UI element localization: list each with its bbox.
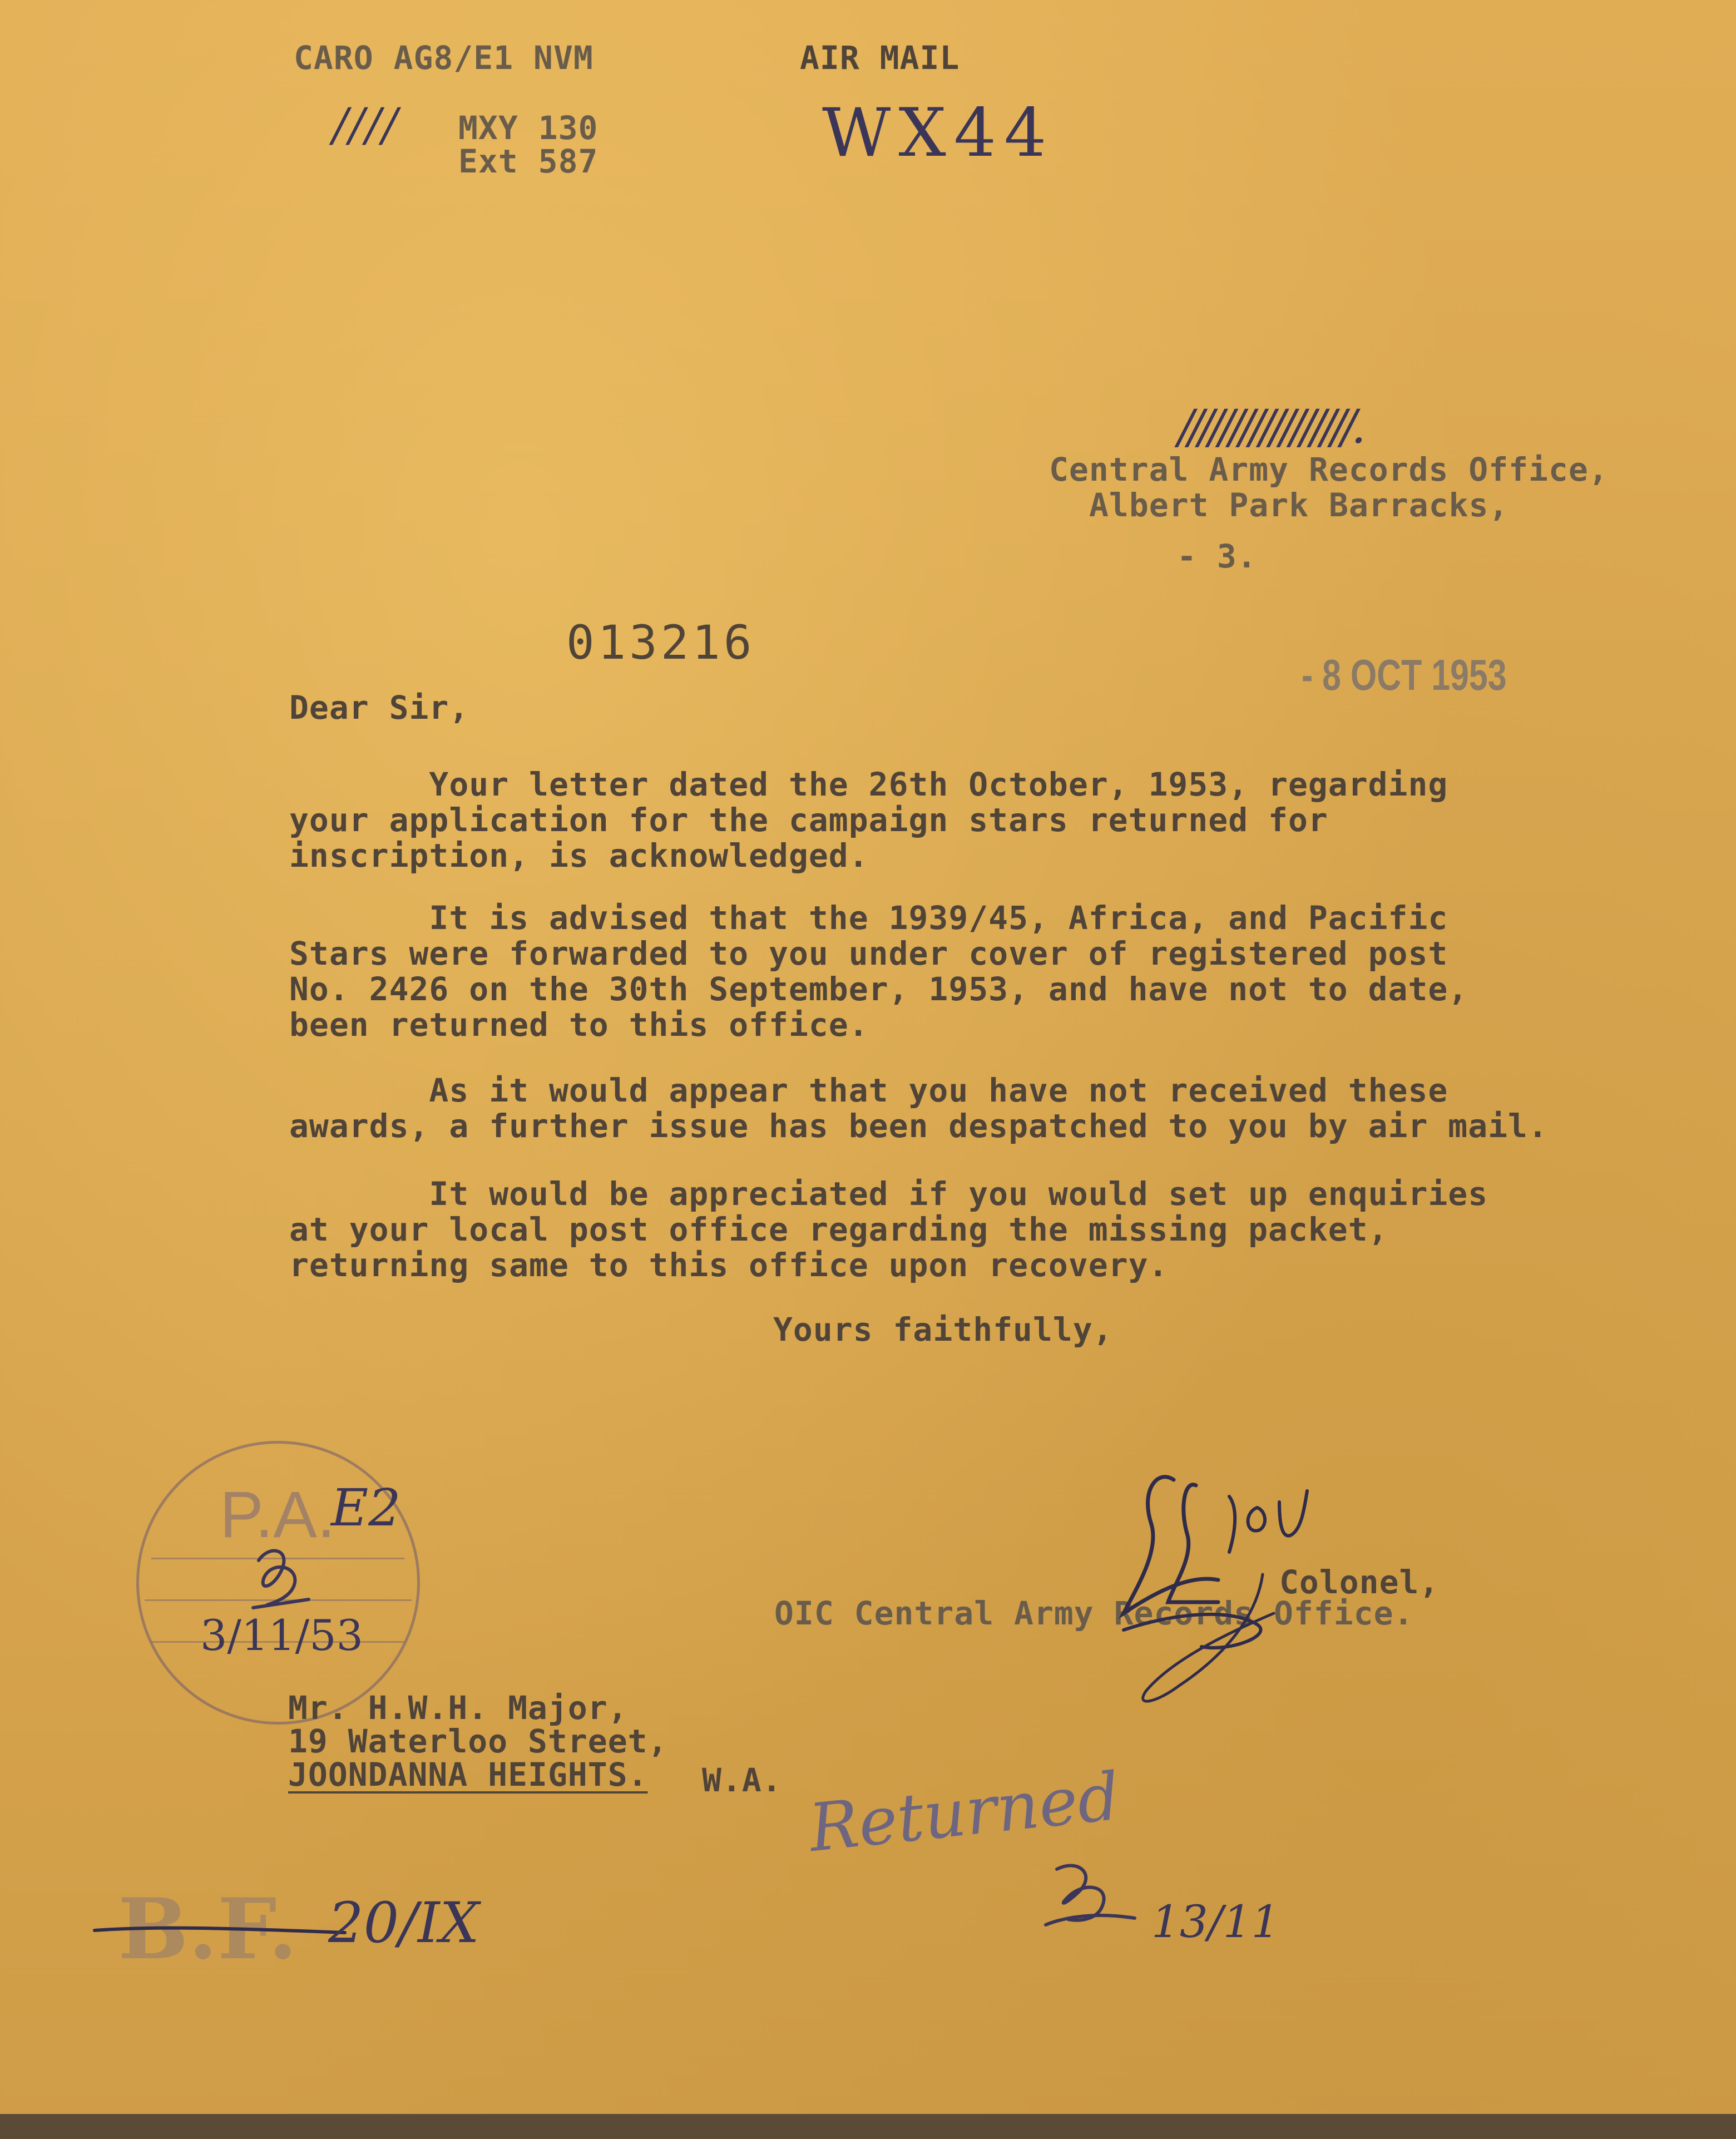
- handwritten-ticks: ////: [333, 99, 399, 152]
- pa-stamp-label: P.A.: [220, 1478, 335, 1552]
- returned-note: Returned: [805, 1757, 1124, 1867]
- pa-stamp-date: 3/11/53: [200, 1611, 363, 1660]
- sender-address-line-2: Albert Park Barracks,: [1089, 486, 1509, 524]
- body-paragraph-4: [289, 1176, 1652, 1283]
- body-line: It would be appreciated if you would set up enquiries: [289, 1175, 1488, 1213]
- bf-strike-line: [89, 1914, 350, 1947]
- body-line: No. 2426 on the 30th September, 1953, and have not to date,: [289, 970, 1468, 1008]
- returned-date: 13/11: [1151, 1896, 1280, 1948]
- salutation: Dear Sir,: [289, 689, 469, 727]
- signature: [1090, 1446, 1379, 1725]
- sender-address-line-1: Central Army Records Office,: [1049, 451, 1609, 488]
- body-line: awards, a further issue has been despatched to you by air mail.: [289, 1107, 1548, 1145]
- body-line: Your letter dated the 26th October, 1953, regarding: [289, 765, 1448, 803]
- bf-date: 20/IX: [328, 1890, 479, 1955]
- body-line: at your local post office regarding the missing packet,: [289, 1211, 1388, 1248]
- recipient-name: Mr. H.W.H. Major,: [288, 1689, 628, 1727]
- signatory-title: OIC Central Army Records Office.: [774, 1594, 1414, 1632]
- recipient-street: 19 Waterloo Street,: [288, 1722, 668, 1760]
- pa-stamp-annotation: E2: [331, 1478, 401, 1538]
- scan-edge: [0, 2114, 1736, 2139]
- body-line: been returned to this office.: [289, 1006, 869, 1044]
- body-line: your application for the campaign stars returned for: [289, 801, 1328, 839]
- phone-extension: Ext 587: [458, 142, 599, 180]
- closing: Yours faithfully,: [773, 1311, 1113, 1348]
- returned-initials: [1035, 1858, 1146, 1936]
- body-line: As it would appear that you have not received these: [289, 1071, 1448, 1109]
- air-mail-label: AIR MAIL: [800, 39, 960, 77]
- date-stamp: - 8 OCT 1953: [1302, 650, 1507, 699]
- body-line: It is advised that the 1939/45, Africa, and Pacific: [289, 899, 1448, 937]
- body-paragraph-3: [289, 1073, 1652, 1144]
- pa-stamp: [136, 1441, 420, 1725]
- reference-code: CARO AG8/E1 NVM: [294, 39, 593, 77]
- body-paragraph-2: [289, 900, 1652, 1043]
- recipient-state: W.A.: [702, 1761, 782, 1799]
- phone-number: MXY 130: [458, 109, 599, 147]
- body-line: Stars were forwarded to you under cover of registered post: [289, 935, 1448, 972]
- sender-address-line-3: - 3.: [1177, 537, 1257, 575]
- serial-number: 013216: [566, 615, 755, 670]
- stamp-initials: [242, 1538, 320, 1616]
- handwritten-file-ref: WX44: [822, 95, 1055, 172]
- body-paragraph-1: [289, 767, 1652, 873]
- body-line: inscription, is acknowledged.: [289, 837, 869, 875]
- recipient-suburb: JOONDANNA HEIGHTS.: [288, 1756, 648, 1794]
- bf-stamp: B.F.: [118, 1880, 298, 1978]
- signatory-rank: Colonel,: [1279, 1563, 1440, 1601]
- address-strikeout-marks: /////////////////.: [1178, 399, 1361, 454]
- body-line: returning same to this office upon recovery.: [289, 1246, 1169, 1284]
